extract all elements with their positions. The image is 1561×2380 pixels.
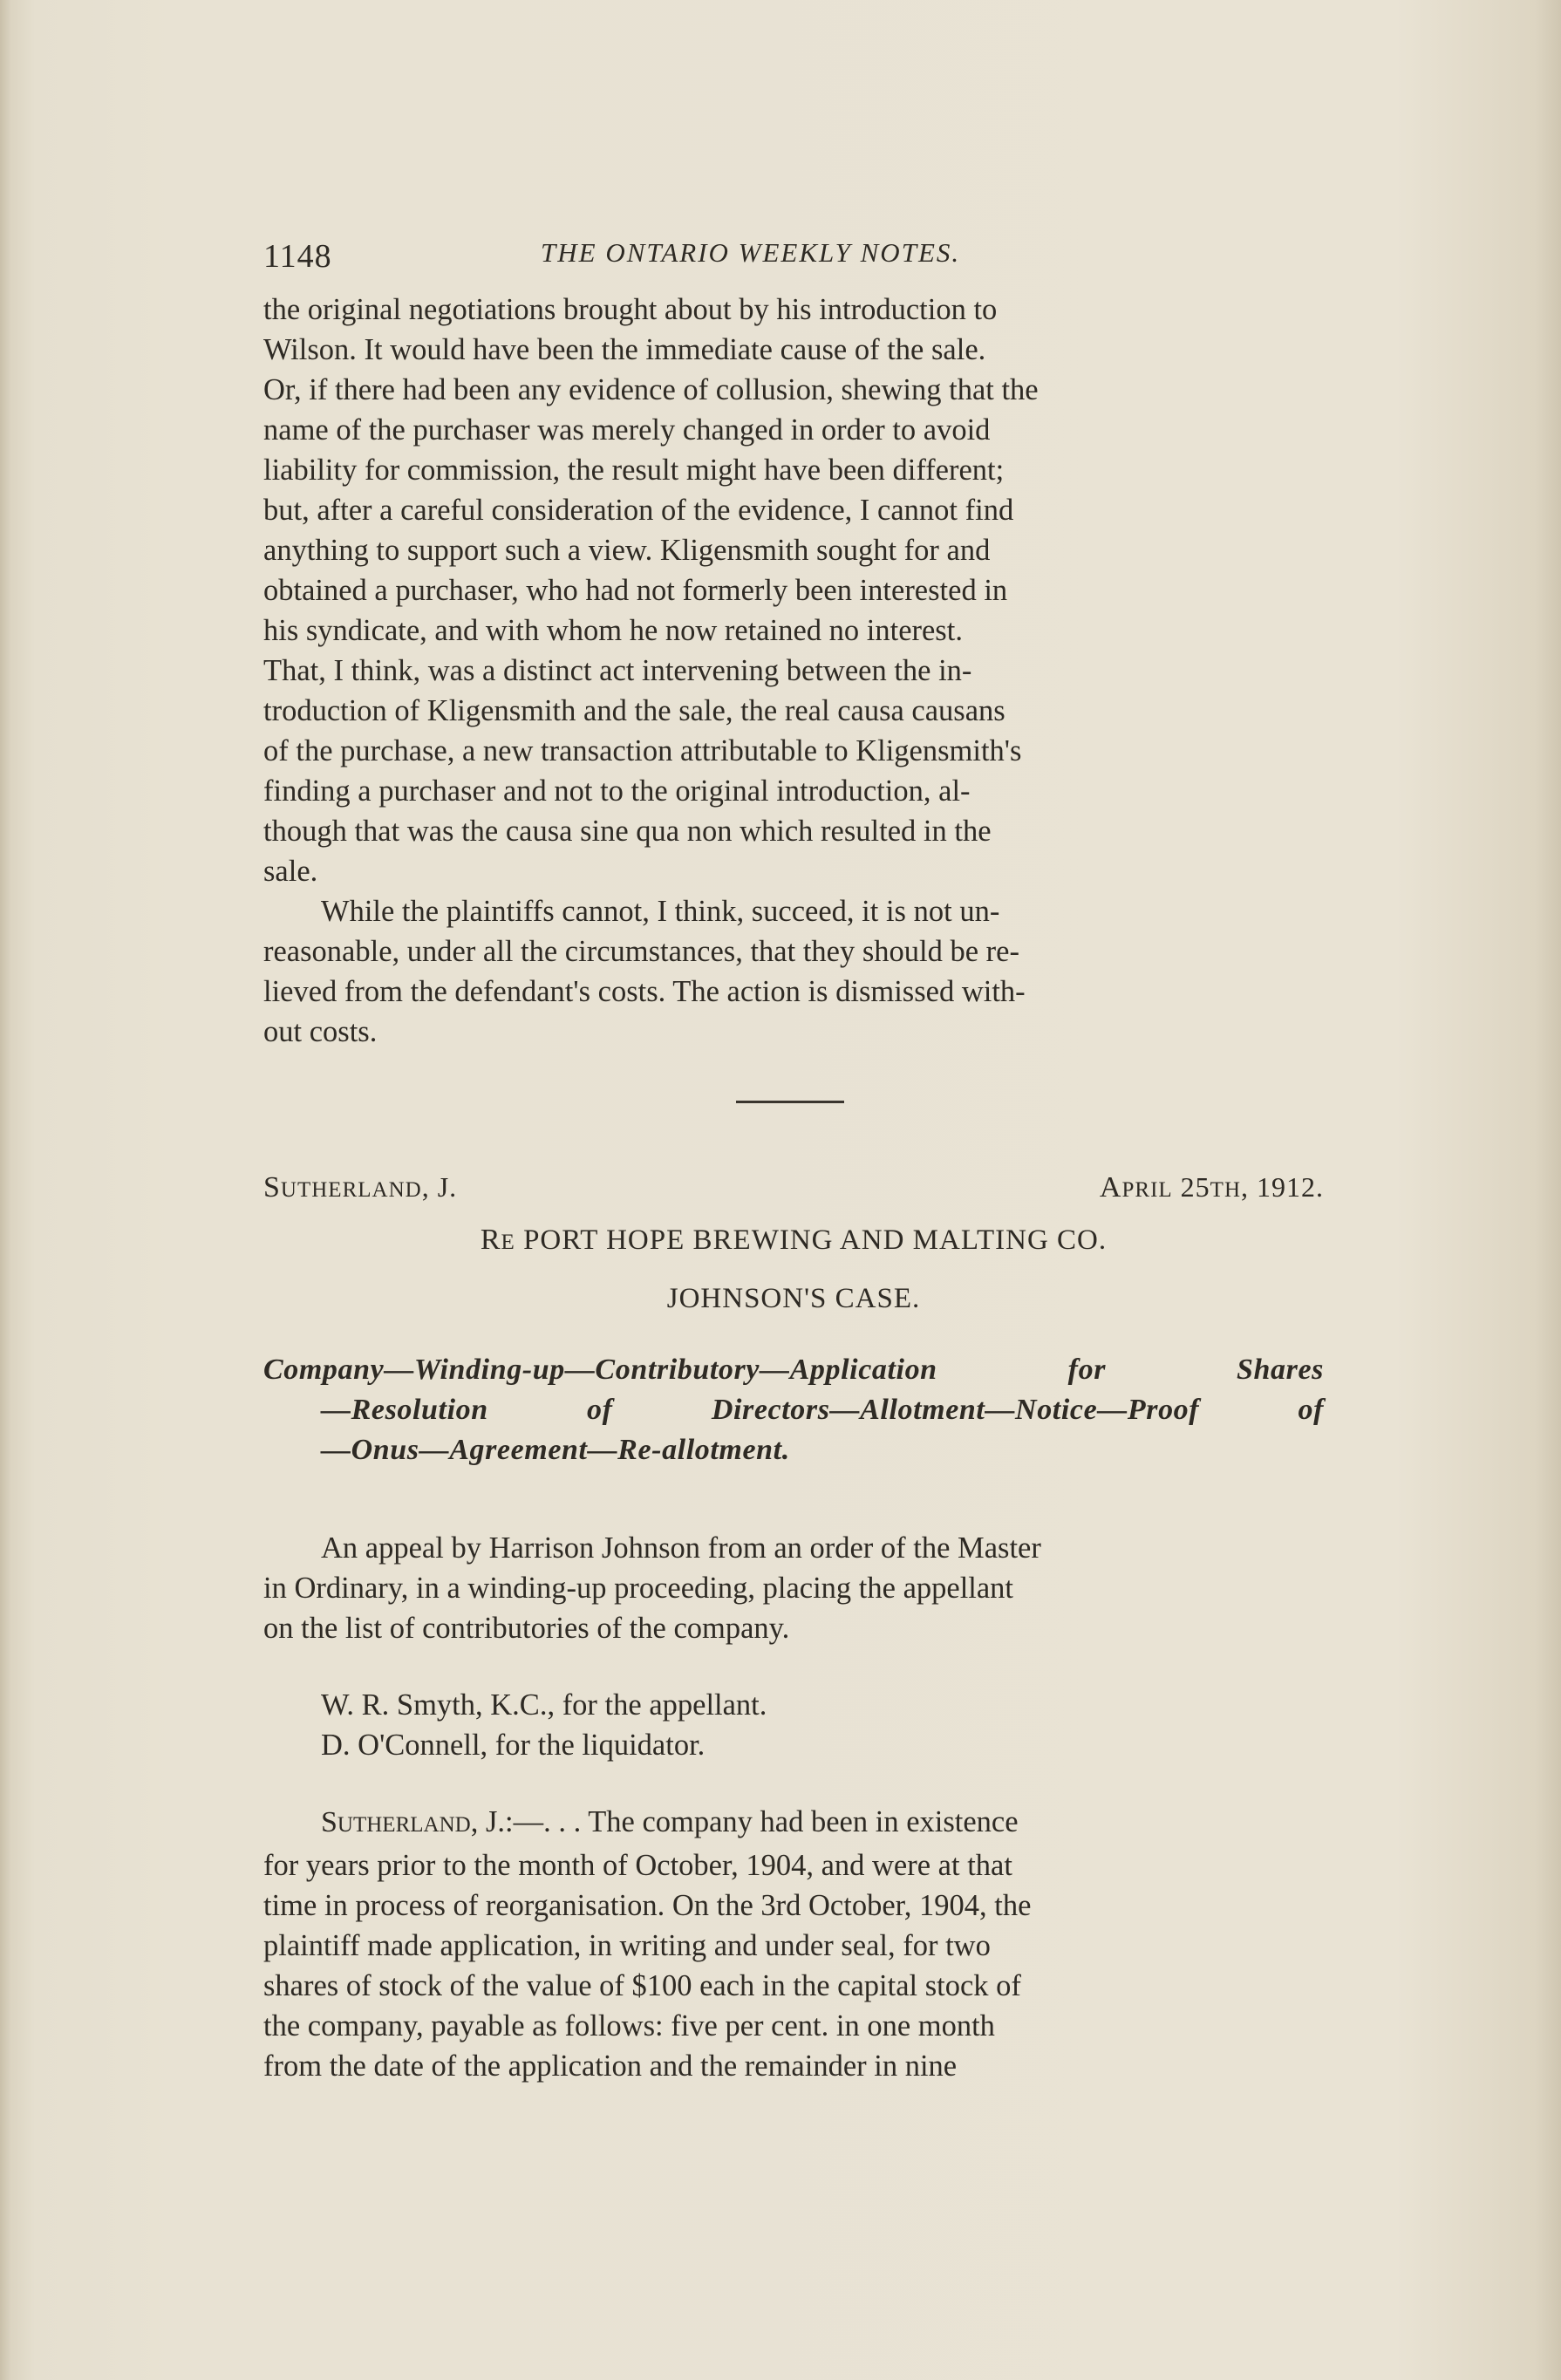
body-line: reasonable, under all the circumstances, that they should be re- [263, 935, 1019, 968]
appeal-summary [263, 1528, 1324, 1648]
body-line: While the plaintiffs cannot, I think, succeed, it is not un- [321, 895, 1000, 928]
body-line: Or, if there had been any evidence of collusion, shewing that the [263, 373, 1039, 406]
body-line: An appeal by Harrison Johnson from an order of the Master [321, 1531, 1041, 1565]
counsel-line: W. R. Smyth, K.C., for the appellant. [321, 1688, 767, 1722]
judge-date-line [263, 1171, 1324, 1204]
section-divider [736, 1101, 844, 1103]
body-line: the company, payable as follows: five per cent. in one month [263, 2009, 995, 2042]
body-line: sale. [263, 855, 318, 888]
body-line: name of the purchaser was merely changed in order to avoid [263, 413, 991, 447]
body-line: in Ordinary, in a winding-up proceeding, placing the appellant [263, 1572, 1014, 1605]
body-line: on the list of contributories of the company. [263, 1612, 790, 1645]
headnote [263, 1350, 1324, 1470]
counsel-line: D. O'Connell, for the liquidator. [321, 1729, 706, 1762]
headnote-line: Company—Winding-up—Contributory—Application for Shares [263, 1354, 1324, 1386]
decision-date: APRIL 25TH, 1912. [1099, 1171, 1324, 1204]
running-head: THE ONTARIO WEEKLY NOTES. [541, 237, 961, 268]
page-spine-shadow [0, 0, 12, 2380]
judgment-text [263, 1802, 1324, 2086]
body-line: of the purchase, a new transaction attributable to Kligensmith's [263, 734, 1022, 767]
body-line: time in process of reorganisation. On the 3rd October, 1904, the [263, 1889, 1032, 1922]
headnote-line: —Onus—Agreement—Re-allotment. [321, 1434, 790, 1466]
judge-name: SUTHERLAND, J. [263, 1171, 458, 1204]
body-line: liability for commission, the result might have been different; [263, 453, 1005, 487]
body-line: for years prior to the month of October, 1904, and were at that [263, 1849, 1012, 1882]
body-line: finding a purchaser and not to the original introduction, al- [263, 774, 971, 808]
case-subtitle: JOHNSON'S CASE. [666, 1283, 921, 1314]
body-line: SUTHERLAND, J.:—. . . The company had been in existence [321, 1805, 1019, 1838]
page-content [263, 228, 1324, 2086]
page-number: 1148 [263, 238, 332, 275]
body-line: lieved from the defendant's costs. The action is dismissed with- [263, 975, 1026, 1008]
body-line: from the date of the application and the remainder in nine [263, 2049, 958, 2083]
counsel-list [263, 1685, 1324, 1765]
body-line: his syndicate, and with whom he now retained no interest. [263, 614, 963, 647]
body-line: plaintiff made application, in writing and under seal, for two [263, 1929, 991, 1962]
body-line: obtained a purchaser, who had not formerly been interested in [263, 574, 1008, 607]
body-line: That, I think, was a distinct act intervening between the in- [263, 654, 972, 687]
body-line: anything to support such a view. Kligensmith sought for and [263, 534, 991, 567]
page-header [263, 228, 1324, 281]
body-line: out costs. [263, 1015, 378, 1048]
body-line: troduction of Kligensmith and the sale, the real causa causans [263, 694, 1005, 727]
body-line: Wilson. It would have been the immediate cause of the sale. [263, 333, 986, 366]
body-line: the original negotiations brought about by his introduction to [263, 293, 998, 326]
headnote-line: —Resolution of Directors—Allotment—Notice—Proof of [321, 1394, 1324, 1426]
body-line: shares of stock of the value of $100 each in the capital stock of [263, 1969, 1021, 2002]
case-title: RE PORT HOPE BREWING AND MALTING CO. [480, 1224, 1108, 1256]
body-line: but, after a careful consideration of the evidence, I cannot find [263, 494, 1014, 527]
body-line: though that was the causa sine qua non which resulted in the [263, 815, 992, 848]
previous-case-conclusion [263, 290, 1324, 1052]
